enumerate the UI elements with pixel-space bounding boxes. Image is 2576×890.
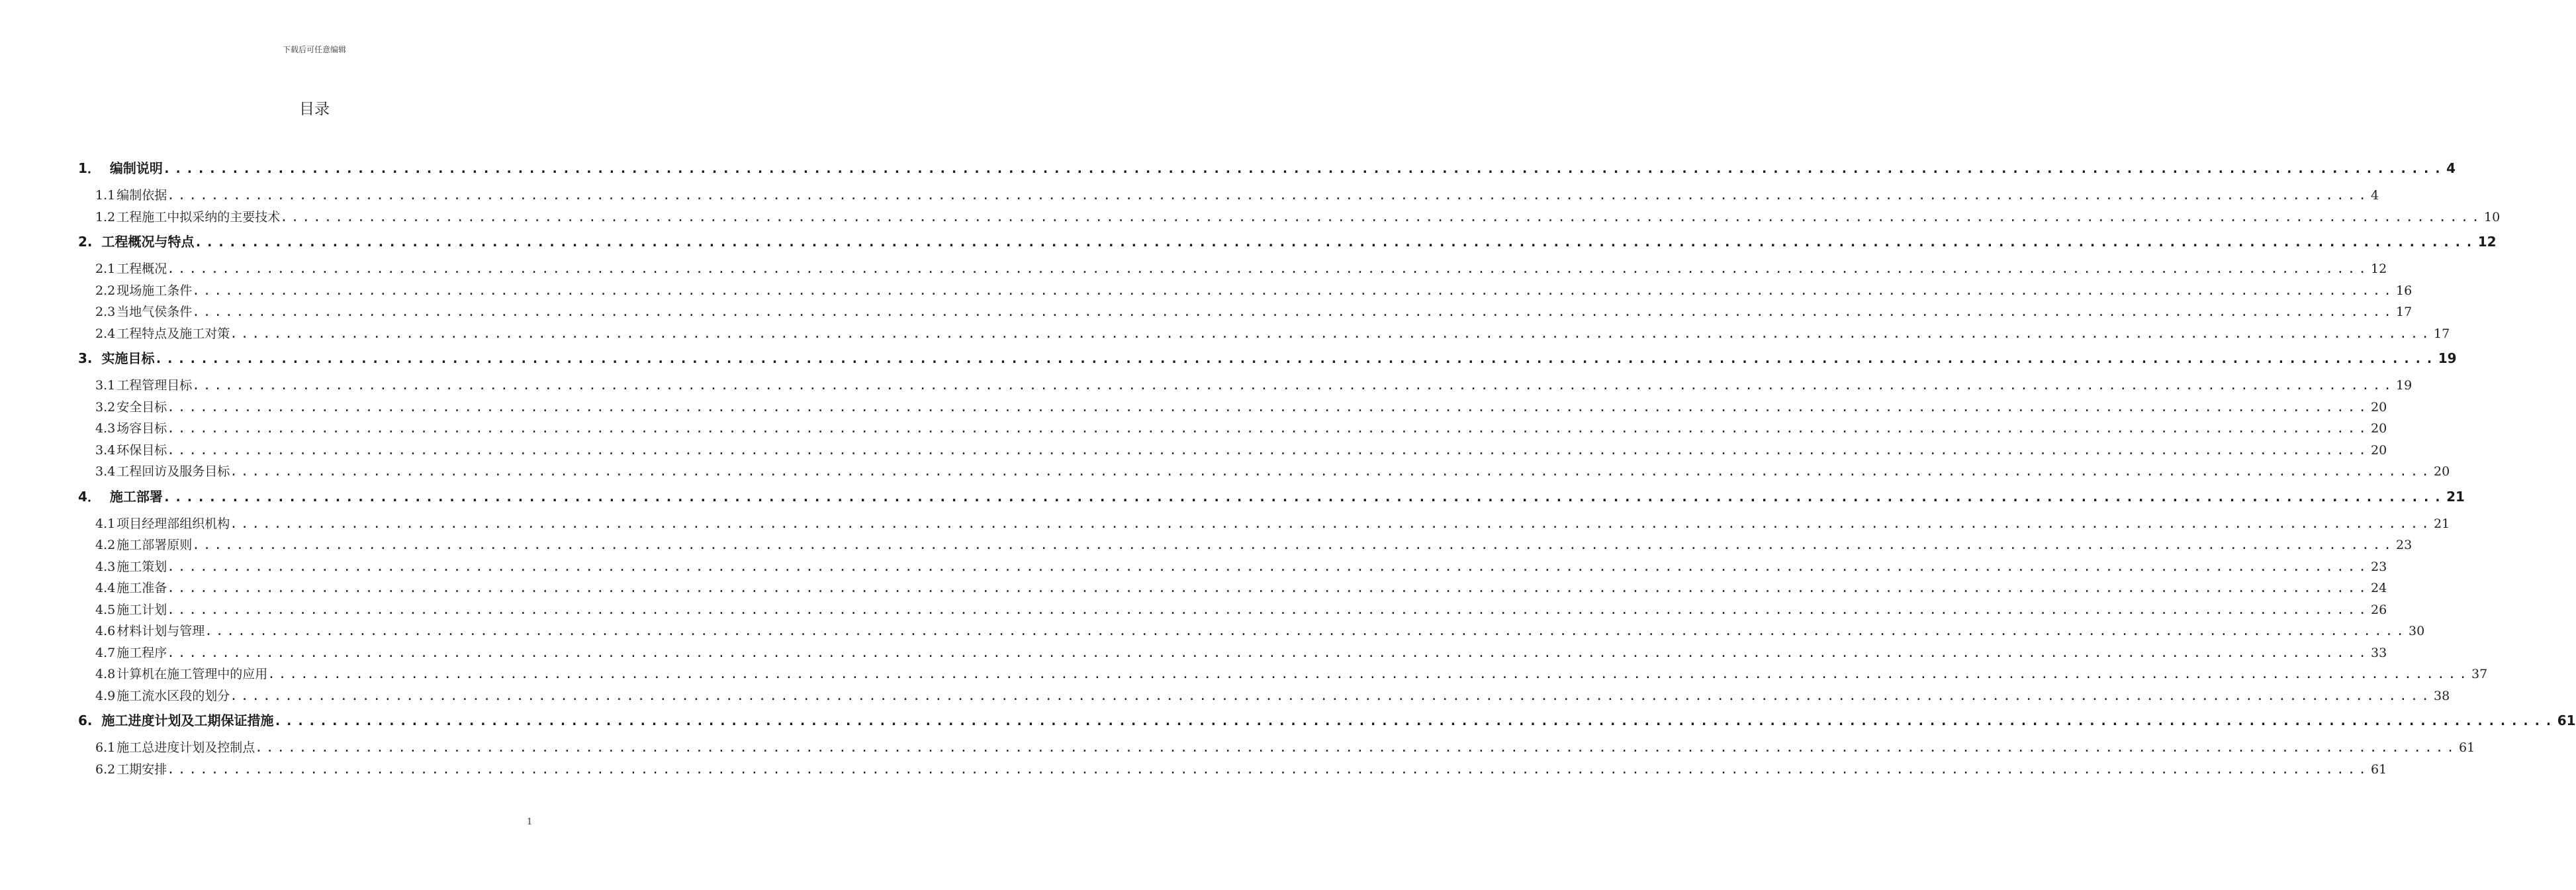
toc-dot-leader: ........................................................................................................................................................................................................: [167, 602, 2370, 617]
toc-entry-page: 12: [2477, 234, 2497, 250]
toc-entry-label: 实施目标: [101, 350, 155, 366]
toc-entry-label: 计算机在施工管理中的应用: [116, 667, 268, 681]
toc-section-entry[interactable]: [95, 760, 2387, 781]
toc-entry-number: 4．: [78, 488, 101, 505]
toc-entry-page: 61: [2371, 762, 2387, 777]
toc-dot-leader: ........................................................................................................................................................................................................: [162, 488, 2446, 505]
toc-entry-page: 21: [2434, 516, 2450, 531]
toc-entry-page: 19: [2438, 350, 2457, 366]
toc-dot-leader: ........................................................................................................................................................................................................: [192, 283, 2395, 298]
toc-dot-leader: ........................................................................................................................................................................................................: [167, 559, 2370, 574]
toc-entry-number: 3.1: [95, 378, 116, 393]
toc-entry-number: 3.4: [95, 464, 116, 479]
toc-entry-page: 17: [2434, 326, 2450, 341]
toc-dot-leader: ........................................................................................................................................................................................................: [230, 464, 2433, 479]
toc-entry-number: 3.: [78, 350, 93, 366]
toc-entry-number: 3.2: [95, 399, 116, 415]
toc-entry-number: 4.1: [95, 516, 116, 531]
toc-entry-number: 2.2: [95, 283, 116, 298]
toc-entry-label: 施工流水区段的划分: [116, 688, 230, 703]
toc-entry-page: 19: [2396, 378, 2413, 393]
toc-chapter-entry[interactable]: [78, 486, 2465, 513]
toc-entry-page: 38: [2434, 688, 2450, 703]
toc-entry-number: 2.4: [95, 326, 116, 341]
toc-section-entry[interactable]: [95, 686, 2450, 708]
toc-entry-number: 1.1: [95, 188, 116, 203]
toc-entry-label: 工期安排: [116, 762, 167, 777]
toc-entry-label: 工程施工中拟采纳的主要技术: [116, 209, 281, 224]
toc-entry-label: 施工部署原则: [116, 538, 193, 552]
toc-entry-page: 20: [2434, 464, 2450, 479]
toc-entry-label: 施工进度计划及工期保证措施: [101, 713, 274, 728]
toc-section-entry[interactable]: [95, 462, 2450, 483]
toc-entry-page: 4: [2371, 188, 2379, 203]
toc-entry-page: 37: [2471, 667, 2488, 681]
toc-entry-label: 工程管理目标: [116, 378, 193, 393]
toc-entry-number: 4.7: [95, 645, 116, 660]
toc-entry-number: 4.2: [95, 538, 116, 552]
toc-entry-number: 4.9: [95, 688, 116, 703]
toc-dot-leader: ........................................................................................................................................................................................................: [192, 305, 2395, 319]
toc-section-entry[interactable]: [95, 514, 2450, 536]
toc-section-entry[interactable]: [95, 535, 2413, 557]
toc-entry-page: 20: [2371, 399, 2387, 415]
toc-entry-page: 26: [2371, 602, 2387, 617]
toc-entry-number: 6.: [78, 713, 93, 728]
toc-entry-label: 施工程序: [116, 645, 167, 660]
toc-dot-leader: ........................................................................................................................................................................................................: [192, 538, 2395, 552]
toc-dot-leader: ........................................................................................................................................................................................................: [255, 740, 2458, 755]
toc-entry-page: 61: [2557, 713, 2576, 728]
toc-entry-page: 17: [2396, 305, 2413, 319]
toc-entry-number: 4.6: [95, 624, 116, 638]
toc-entry-number: 4.5: [95, 602, 116, 617]
toc-chapter-entry[interactable]: [78, 710, 2576, 736]
toc-entry-page: 20: [2371, 421, 2387, 436]
toc-section-entry[interactable]: [95, 207, 2501, 229]
table-of-contents: [0, 155, 2576, 781]
toc-dot-leader: ........................................................................................................................................................................................................: [267, 667, 2471, 681]
toc-section-entry[interactable]: [95, 557, 2387, 579]
toc-entry-number: 2.3: [95, 305, 116, 319]
toc-chapter-entry[interactable]: [78, 158, 2456, 184]
toc-section-entry[interactable]: [95, 302, 2413, 324]
toc-dot-leader: ........................................................................................................................................................................................................: [192, 378, 2395, 393]
toc-section-entry[interactable]: [95, 600, 2387, 622]
toc-entry-label: 施工计划: [116, 602, 167, 617]
toc-dot-leader: ........................................................................................................................................................................................................: [205, 624, 2408, 638]
toc-entry-number: 4.3: [95, 421, 116, 436]
toc-dot-leader: ........................................................................................................................................................................................................: [230, 326, 2433, 341]
toc-dot-leader: ........................................................................................................................................................................................................: [162, 160, 2446, 176]
toc-entry-page: 10: [2484, 209, 2501, 224]
page-number: 1: [527, 817, 533, 827]
toc-entry-label: 施工策划: [116, 559, 167, 574]
toc-chapter-entry[interactable]: [78, 348, 2457, 374]
toc-entry-page: 4: [2446, 160, 2456, 176]
toc-entry-page: 33: [2371, 645, 2387, 660]
toc-entry-page: 24: [2371, 581, 2387, 595]
toc-entry-label: 工程回访及服务目标: [116, 464, 230, 479]
toc-entry-label: 材料计划与管理: [116, 624, 205, 638]
toc-entry-label: 编制依据: [116, 188, 167, 203]
toc-entry-label: 环保目标: [116, 442, 167, 458]
toc-dot-leader: ........................................................................................................................................................................................................: [154, 350, 2437, 366]
toc-section-entry[interactable]: [95, 440, 2387, 462]
toc-dot-leader: ........................................................................................................................................................................................................: [167, 262, 2370, 276]
toc-entry-number: 3.4: [95, 442, 116, 458]
toc-entry-number: 4.3: [95, 559, 116, 574]
toc-entry-label: 项目经理部组织机构: [116, 516, 230, 531]
toc-dot-leader: ........................................................................................................................................................................................................: [280, 209, 2483, 224]
toc-entry-page: 30: [2409, 624, 2425, 638]
toc-section-entry[interactable]: [95, 643, 2387, 665]
toc-entry-label: 工程特点及施工对策: [116, 326, 230, 341]
toc-section-entry[interactable]: [95, 397, 2387, 419]
toc-entry-page: 23: [2396, 538, 2413, 552]
toc-entry-number: 2.1: [95, 262, 116, 276]
toc-entry-page: 61: [2459, 740, 2475, 755]
toc-dot-leader: ........................................................................................................................................................................................................: [167, 442, 2370, 458]
header-note: 下载后可任意编辑: [282, 45, 346, 54]
toc-entry-label: 施工总进度计划及控制点: [116, 740, 255, 755]
toc-entry-page: 12: [2371, 262, 2387, 276]
toc-entry-label: 施工准备: [116, 581, 167, 595]
toc-dot-leader: ........................................................................................................................................................................................................: [194, 234, 2477, 250]
toc-entry-number: 1．: [78, 160, 101, 176]
toc-dot-leader: ........................................................................................................................................................................................................: [273, 713, 2556, 728]
toc-section-entry[interactable]: [95, 259, 2387, 281]
toc-dot-leader: ........................................................................................................................................................................................................: [167, 581, 2370, 595]
toc-chapter-entry[interactable]: [78, 231, 2497, 258]
toc-section-entry[interactable]: [95, 419, 2387, 440]
toc-entry-page: 23: [2371, 559, 2387, 574]
toc-entry-label: 安全目标: [116, 399, 167, 415]
toc-entry-number: 1.2: [95, 209, 116, 224]
toc-entry-number: 2.: [78, 234, 93, 250]
toc-entry-number: 4.4: [95, 581, 116, 595]
toc-dot-leader: ........................................................................................................................................................................................................: [167, 399, 2370, 415]
toc-dot-leader: ........................................................................................................................................................................................................: [230, 516, 2433, 531]
toc-section-entry[interactable]: [95, 324, 2450, 346]
toc-entry-label: 工程概况: [116, 262, 167, 276]
toc-section-entry[interactable]: [95, 738, 2475, 760]
toc-entry-number: 6.2: [95, 762, 116, 777]
toc-entry-label: 施工部署: [109, 488, 163, 505]
toc-entry-page: 16: [2396, 283, 2413, 298]
toc-entry-label: 场容目标: [116, 421, 167, 436]
toc-section-entry[interactable]: [95, 375, 2413, 397]
toc-entry-number: 6.1: [95, 740, 116, 755]
toc-dot-leader: ........................................................................................................................................................................................................: [230, 688, 2433, 703]
toc-entry-label: 工程概况与特点: [101, 234, 195, 250]
toc-entry-page: 20: [2371, 442, 2387, 458]
toc-section-entry[interactable]: [95, 281, 2413, 303]
toc-entry-page: 21: [2446, 488, 2465, 505]
toc-dot-leader: ........................................................................................................................................................................................................: [167, 645, 2370, 660]
toc-entry-label: 编制说明: [109, 160, 163, 176]
toc-section-entry[interactable]: [95, 664, 2488, 686]
toc-dot-leader: ........................................................................................................................................................................................................: [167, 421, 2370, 436]
toc-dot-leader: ........................................................................................................................................................................................................: [167, 762, 2370, 777]
toc-section-entry[interactable]: [95, 621, 2425, 643]
page-title: 目录: [299, 101, 330, 118]
toc-entry-label: 现场施工条件: [116, 283, 193, 298]
toc-section-entry[interactable]: [95, 578, 2387, 600]
toc-entry-label: 当地气侯条件: [116, 305, 193, 319]
toc-dot-leader: ........................................................................................................................................................................................................: [167, 188, 2370, 203]
toc-entry-number: 4.8: [95, 667, 116, 681]
toc-section-entry[interactable]: [95, 185, 2379, 207]
